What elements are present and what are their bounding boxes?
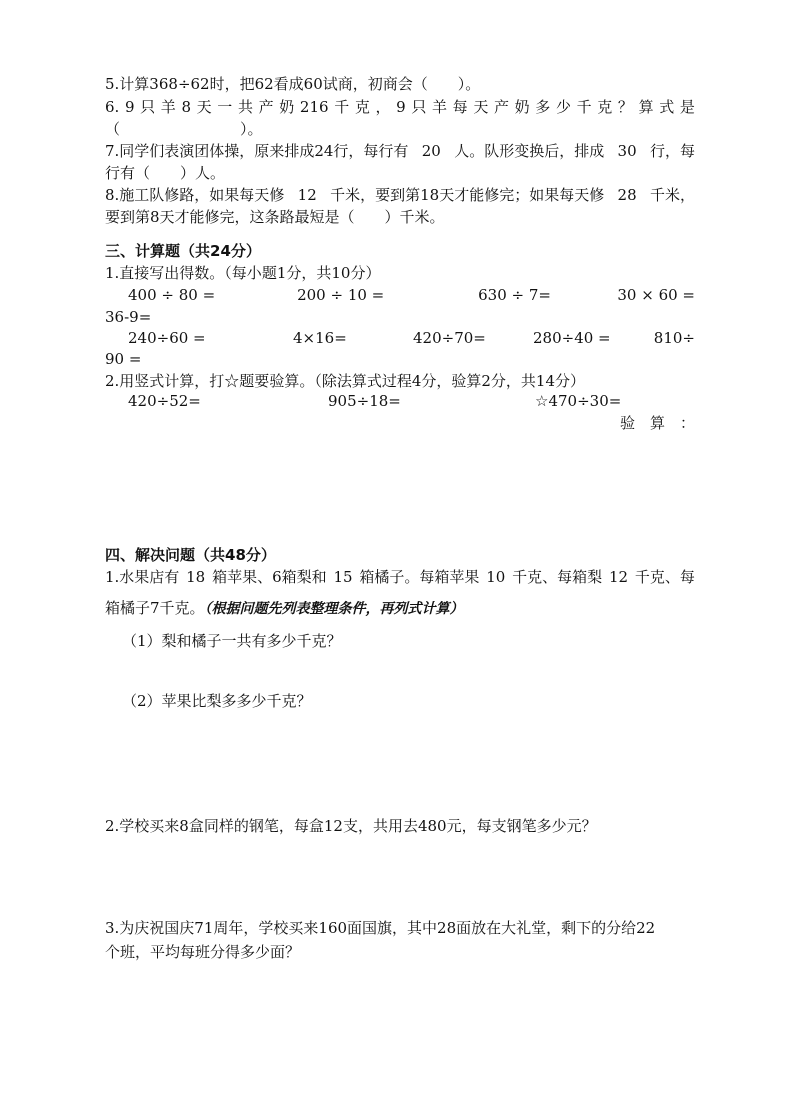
question-6-line-2: （ ）。 [105,120,263,138]
problem-1-line-2 [105,597,695,620]
text-segment: 30 [617,142,637,160]
calc-item: 280÷40 = [533,329,611,347]
text-segment: 只 [411,98,427,116]
calc-row-1 [128,284,695,306]
text-segment: 一 [217,98,233,116]
text-segment: 人。队形变换后，排成 [454,142,605,160]
text-segment: 1.水果店有 [105,568,180,586]
text-segment: 是 [679,98,695,116]
calc-item: ☆470÷30= [535,392,622,410]
text-segment: 千克、每箱梨 [512,568,603,586]
calc-item: 400 ÷ 80 = [128,286,216,304]
problem-1-question-1: （1）梨和橘子一共有多少千克？ [122,632,342,650]
text-segment: 15 [333,568,353,586]
calc-row-3 [128,390,695,412]
text-segment: 天 [473,98,489,116]
text-segment: 千米， [649,186,695,204]
text-segment: 18 [186,568,206,586]
text-segment: ， [375,98,391,116]
text-segment: 20 [421,142,441,160]
text-segment: 12 [297,186,317,204]
text-segment: 216 [299,98,329,116]
text-segment: 箱苹果、6箱梨和 [212,568,327,586]
calc-row-2-wrap: 90 = [105,350,142,368]
calc-item: 905÷18= [328,392,401,410]
text-segment: 千米，要到第18天才能修完；如果每天修 [330,186,605,204]
text-segment: 6. [105,98,120,116]
text-segment: 奶 [279,98,295,116]
problem-1-note: （根据问题先列表整理条件，再列式计算） [204,601,464,617]
text-segment: 8.施工队修路，如果每天修 [105,186,285,204]
question-7-line-2: 行有（ ）人。 [105,164,226,182]
calc-item: 30 × 60 = [617,286,695,304]
text-segment: 天 [196,98,212,116]
text-segment: 克 [597,98,613,116]
text-segment: 少 [555,98,571,116]
text-segment: 奶 [514,98,530,116]
question-6-line-1 [105,96,695,118]
problem-1-text: 箱橘子7千克。 [105,599,205,617]
text-segment: 7.同学们表演团体操，原来排成24行，每行有 [105,142,409,160]
text-segment: 算 [638,98,654,116]
text-segment: 克 [354,98,370,116]
calc-item: 630 ÷ 7= [478,286,551,304]
calc-item: 240÷60 = [128,329,206,347]
text-segment: 共 [237,98,253,116]
calc-item: 810÷ [653,329,695,347]
text-segment: 9 [124,98,135,116]
problem-2: 2.学校买来8盒同样的钢笔，每盒12支，共用去480元，每支钢笔多少元？ [105,817,597,835]
text-segment: 羊 [160,98,176,116]
text-segment: 羊 [432,98,448,116]
question-5: 5.计算368÷62时，把62看成60试商，初商会（ ）。 [105,75,481,93]
text-segment: 式 [659,98,675,116]
calc-item: 4×16= [293,329,347,347]
question-8-line-1 [105,184,695,206]
calc-row-1-wrap: 36-9= [105,308,152,326]
calc-instruction-2: 2.用竖式计算，打☆题要验算。（除法算式过程4分，验算2分，共14分） [105,372,585,390]
text-segment: 10 [486,568,506,586]
text-segment: 9 [396,98,406,116]
calc-item: 420÷70= [413,329,486,347]
question-8-line-2: 要到第8天才能修完，这条路最短是（ ）千米。 [105,208,445,226]
verify-label: 验 算 ： [619,414,695,432]
calc-row-2 [128,327,695,349]
text-segment: 产 [493,98,509,116]
text-segment: 行，每 [649,142,695,160]
text-segment: 千 [576,98,592,116]
text-segment: 每 [452,98,468,116]
text-segment: 8 [181,98,191,116]
problem-3-line-2: 个班，平均每班分得多少面？ [105,943,301,961]
text-segment: 28 [617,186,637,204]
text-segment: 12 [608,568,629,586]
problem-1-question-2: （2）苹果比梨多多少千克？ [122,692,312,710]
calc-item: 200 ÷ 10 = [297,286,385,304]
text-segment: ？ [617,98,633,116]
text-segment: 只 [140,98,156,116]
text-segment: 千 [334,98,350,116]
question-7-line-1 [105,140,695,162]
text-segment: 产 [258,98,274,116]
calc-instruction-1: 1.直接写出得数。（每小题1分，共10分） [105,264,381,282]
problem-1-line-1 [105,566,695,588]
problem-3-line-1: 3.为庆祝国庆71周年，学校买来160面国旗，其中28面放在大礼堂，剩下的分给22 [105,919,656,937]
text-segment: 千克、每 [634,568,695,586]
section-3-heading: 三、计算题（共24分） [105,242,261,260]
calc-item: 420÷52= [128,392,201,410]
text-segment: 多 [535,98,551,116]
section-4-heading: 四、解决问题（共48分） [105,546,276,564]
text-segment: 箱橘子。每箱苹果 [359,568,480,586]
